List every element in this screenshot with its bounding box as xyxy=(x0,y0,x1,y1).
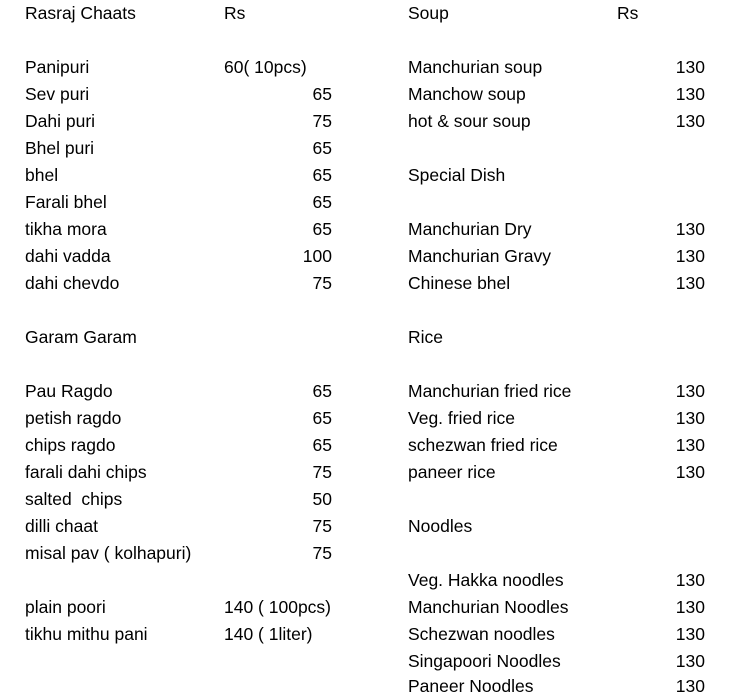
item-name: Panipuri xyxy=(25,57,90,77)
item-price: 130 xyxy=(675,435,705,455)
item-price: 130 xyxy=(675,57,705,77)
item-name: dahi chevdo xyxy=(25,273,120,293)
menu-item xyxy=(0,108,745,135)
menu-item xyxy=(0,621,745,648)
item-name: Sev puri xyxy=(25,84,90,104)
item-name: Manchurian Gravy xyxy=(408,246,551,266)
item-price: 75 xyxy=(312,516,332,536)
left-currency-label: Rs xyxy=(224,3,246,23)
item-price: 140 ( 100pcs) xyxy=(224,597,332,617)
item-price: 65 xyxy=(312,381,332,401)
menu-header-row xyxy=(0,0,745,27)
section-title xyxy=(0,162,745,189)
rice-section-title: Rice xyxy=(408,327,444,347)
left-column-title: Rasraj Chaats xyxy=(25,3,136,23)
item-name: Veg. fried rice xyxy=(408,408,515,428)
garam-section-title: Garam Garam xyxy=(25,327,137,347)
item-name: farali dahi chips xyxy=(25,462,147,482)
section-title xyxy=(0,324,745,351)
item-name: plain poori xyxy=(25,597,106,617)
right-currency-label: Rs xyxy=(617,3,639,23)
item-price: 65 xyxy=(312,165,332,185)
item-price: 65 xyxy=(312,84,332,104)
item-price: 75 xyxy=(312,111,332,131)
item-price: 65 xyxy=(312,219,332,239)
menu-item xyxy=(0,81,745,108)
item-price: 130 xyxy=(675,408,705,428)
item-name: tikhu mithu pani xyxy=(25,624,148,644)
menu-item xyxy=(0,486,745,513)
item-price: 130 xyxy=(675,462,705,482)
item-name: Dahi puri xyxy=(25,111,96,131)
item-name: Singapoori Noodles xyxy=(408,651,561,671)
menu-item xyxy=(0,405,745,432)
item-price: 65 xyxy=(312,138,332,158)
item-price: 65 xyxy=(312,408,332,428)
item-name: Farali bhel xyxy=(25,192,107,212)
item-name: tikha mora xyxy=(25,219,107,239)
right-column-title: Soup xyxy=(408,3,449,23)
item-price: 130 xyxy=(675,84,705,104)
item-name: Paneer Noodles xyxy=(408,676,534,696)
item-name: schezwan fried rice xyxy=(408,435,558,455)
item-price: 130 xyxy=(675,111,705,131)
item-price: 130 xyxy=(675,219,705,239)
item-name: bhel xyxy=(25,165,59,185)
item-name: Manchurian Dry xyxy=(408,219,532,239)
menu-item xyxy=(0,54,745,81)
item-price: 65 xyxy=(312,435,332,455)
item-name: Bhel puri xyxy=(25,138,95,158)
item-name: Pau Ragdo xyxy=(25,381,113,401)
menu-item xyxy=(0,189,745,216)
item-price: 130 xyxy=(675,597,705,617)
item-name: chips ragdo xyxy=(25,435,116,455)
item-price: 130 xyxy=(675,246,705,266)
item-name: Chinese bhel xyxy=(408,273,511,293)
menu-item xyxy=(0,648,745,675)
item-name: petish ragdo xyxy=(25,408,122,428)
item-name: Manchurian Noodles xyxy=(408,597,569,617)
menu-item xyxy=(0,243,745,270)
item-price: 65 xyxy=(312,192,332,212)
item-price: 130 xyxy=(675,676,705,696)
menu-item xyxy=(0,540,745,567)
menu-item xyxy=(0,673,745,700)
item-price: 130 xyxy=(675,624,705,644)
item-name: Schezwan noodles xyxy=(408,624,555,644)
item-price: 50 xyxy=(312,489,332,509)
noodles-section-title: Noodles xyxy=(408,516,473,536)
menu-item xyxy=(0,567,745,594)
menu-item xyxy=(0,216,745,243)
menu-item xyxy=(0,459,745,486)
item-price: 60( 10pcs) xyxy=(224,57,307,77)
item-price: 100 xyxy=(302,246,332,266)
item-name: hot & sour soup xyxy=(408,111,531,131)
item-name: Veg. Hakka noodles xyxy=(408,570,564,590)
item-name: Manchurian fried rice xyxy=(408,381,572,401)
item-price: 130 xyxy=(675,273,705,293)
section-title xyxy=(0,513,745,540)
item-name: dilli chaat xyxy=(25,516,98,536)
item-price: 75 xyxy=(312,462,332,482)
item-price: 130 xyxy=(675,570,705,590)
menu-item xyxy=(0,378,745,405)
item-name: Manchow soup xyxy=(408,84,526,104)
item-name: dahi vadda xyxy=(25,246,111,266)
item-price: 75 xyxy=(312,273,332,293)
menu-item xyxy=(0,270,745,297)
item-price: 140 ( 1liter) xyxy=(224,624,313,644)
item-price: 75 xyxy=(312,543,332,563)
menu-item xyxy=(0,135,745,162)
item-name: Manchurian soup xyxy=(408,57,543,77)
item-price: 130 xyxy=(675,381,705,401)
menu-item xyxy=(0,432,745,459)
item-price: 130 xyxy=(675,651,705,671)
item-name: salted chips xyxy=(25,489,123,509)
special-section-title: Special Dish xyxy=(408,165,506,185)
menu-item xyxy=(0,594,745,621)
item-name: paneer rice xyxy=(408,462,496,482)
item-name: misal pav ( kolhapuri) xyxy=(25,543,192,563)
